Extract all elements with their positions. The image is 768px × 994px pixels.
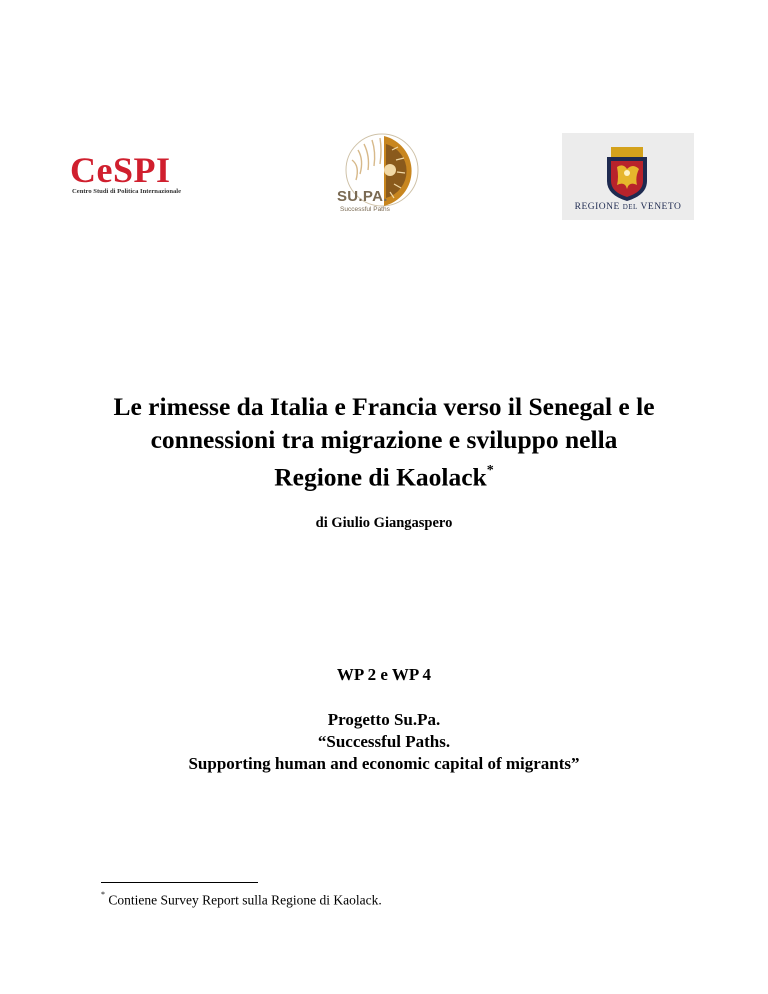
supa-logo-subtitle: Successful Paths	[340, 206, 390, 213]
work-packages: WP 2 e WP 4	[336, 665, 432, 684]
cespi-logo-subtitle: Centro Studi di Politica Internazionale	[72, 188, 182, 195]
cespi-logo-wordmark: CeSPI	[70, 150, 171, 190]
regione-veneto-text	[562, 202, 694, 212]
footnote	[101, 892, 382, 909]
author-line: di Giulio Giangaspero	[315, 515, 453, 531]
title-footnote-marker[interactable]: *	[486, 463, 494, 478]
title-line-2: connessioni tra migrazione e sviluppo nella	[150, 425, 618, 454]
supa-logo	[330, 130, 435, 220]
project-line-3: Supporting human and economic capital of migrants”	[188, 754, 580, 773]
regione-veneto-logo	[562, 133, 694, 220]
title-line-1: Le rimesse da Italia e Francia verso il Senegal e le	[113, 392, 655, 421]
title-line-3: Regione di Kaolack	[274, 462, 487, 492]
veneto-text-part3: VENETO	[640, 202, 682, 212]
lion-of-saint-mark-icon	[597, 143, 657, 203]
footnote-marker: *	[101, 890, 105, 899]
cespi-logo	[70, 152, 200, 200]
veneto-text-part1: REGIONE	[574, 202, 620, 212]
veneto-text-part2: DEL	[622, 203, 638, 211]
document-title	[40, 390, 728, 494]
project-block	[0, 709, 768, 775]
footnote-text: Contiene Survey Report sulla Regione di Kaolack.	[108, 892, 382, 908]
project-line-1: Progetto Su.Pa.	[327, 710, 441, 729]
project-line-2: “Successful Paths.	[317, 732, 451, 751]
footnote-separator	[101, 882, 258, 883]
supa-logo-wordmark: SU.PA.	[337, 188, 388, 205]
